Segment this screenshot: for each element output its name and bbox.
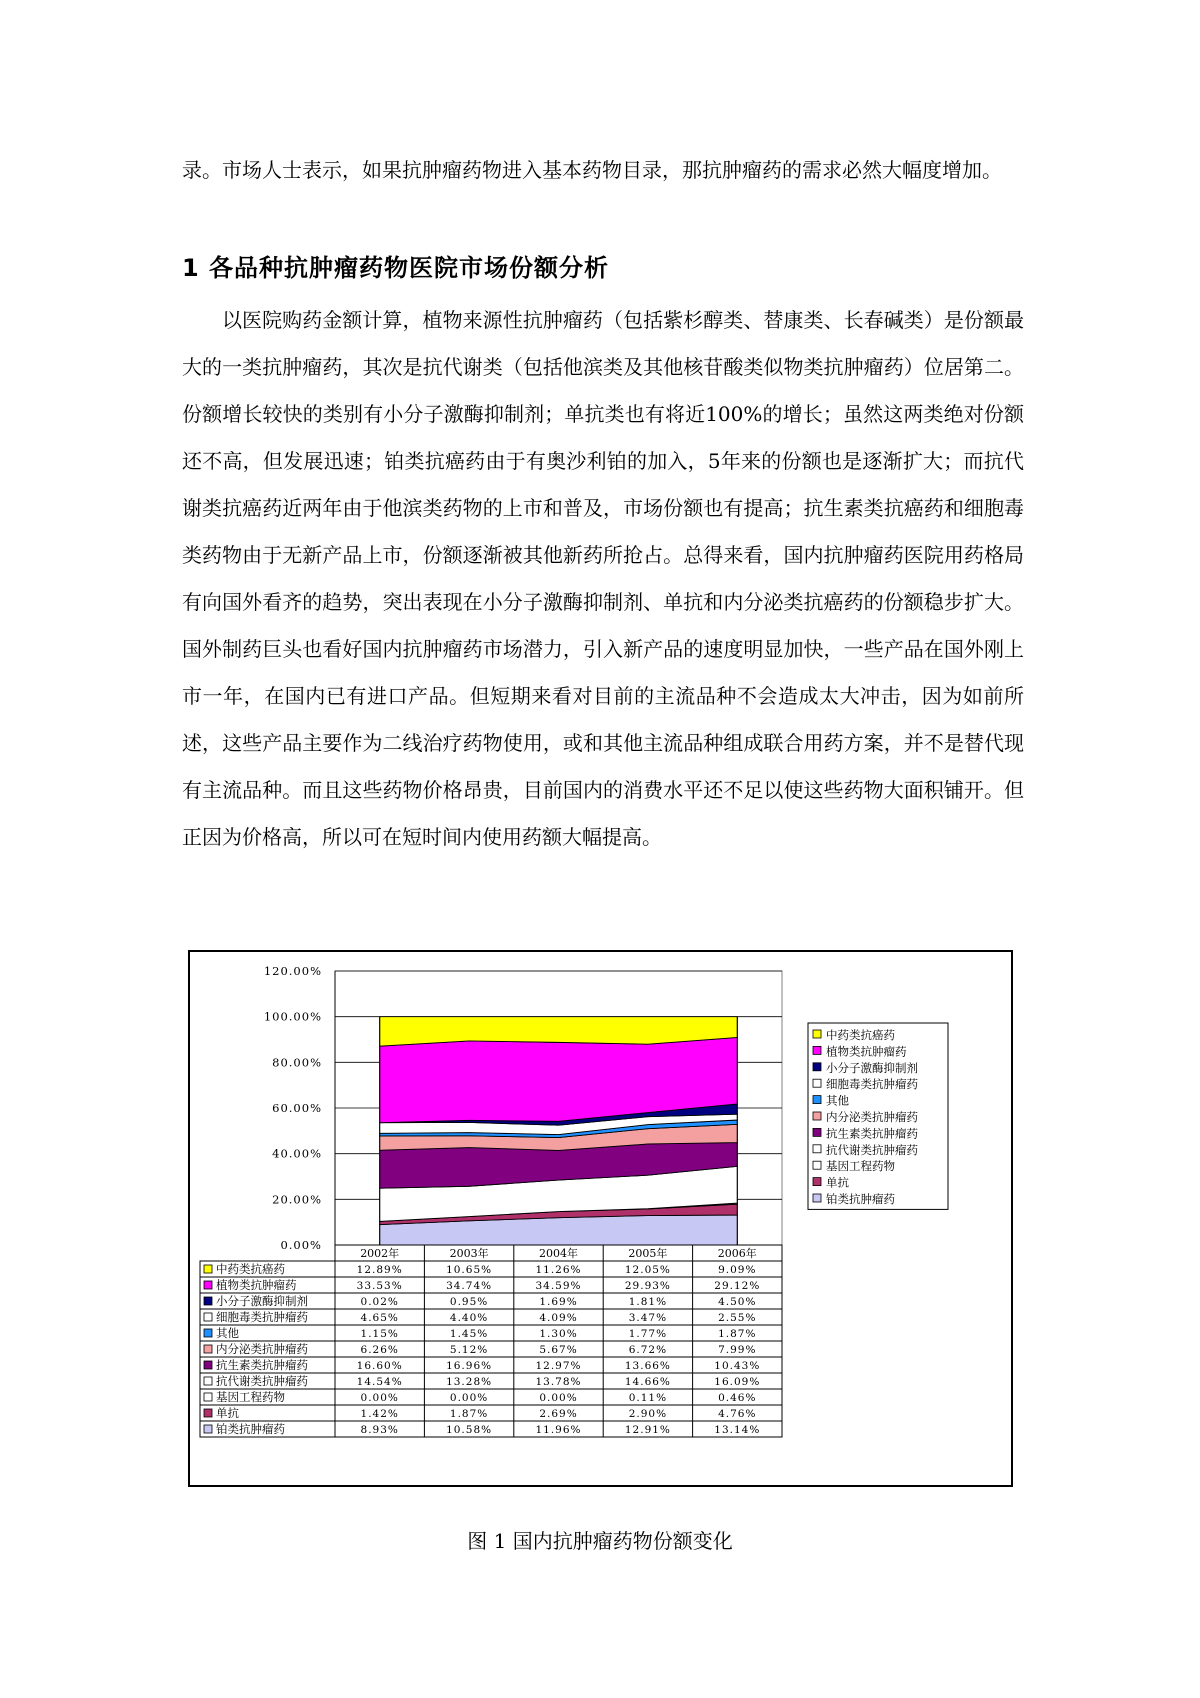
- legend-swatch: [813, 1161, 821, 1169]
- stacked-area-chart: [190, 952, 1011, 1485]
- table-cell-value: 10.58%: [446, 1424, 493, 1436]
- table-row-name: 抗生素类抗肿瘤药: [216, 1358, 308, 1372]
- table-cell-value: 10.43%: [714, 1360, 761, 1372]
- table-cell-value: 34.74%: [446, 1280, 493, 1292]
- table-row-name: 铂类抗肿瘤药: [216, 1422, 285, 1436]
- table-cell-value: 0.02%: [360, 1296, 399, 1308]
- body-paragraph: 以医院购药金额计算，植物来源性抗肿瘤药（包括紫杉醇类、替康类、长春碱类）是份额最大的一类抗肿瘤药，其次是抗代谢类（包括他滨类及其他核苷酸类似物类抗肿瘤药）位居第二。份额增长较快的类别有小分子激酶抑制剂；单抗类也有将近100%的增长；虽然这两类绝对份额还不高，但发展迅速；铂类抗癌药由于有奥沙利铂的加入，5年来的份额也是逐渐扩大；而抗代谢类抗癌药近两年由于他滨类药物的上市和普及，市场份额也有提高；抗生素类抗癌药和细胞毒类药物由于无新产品上市，份额逐渐被其他新药所抢占。总得来看，国内抗肿瘤药医院用药格局有向国外看齐的趋势，突出表现在小分子激酶抑制剂、单抗和内分泌类抗癌药的份额稳步扩大。国外制药巨头也看好国内抗肿瘤药市场潜力，引入新产品的速度明显加快，一些产品在国外刚上市一年，在国内已有进口产品。但短期来看对目前的主流品种不会造成太大冲击，因为如前所述，这些产品主要作为二线治疗药物使用，或和其他主流品种组成联合用药方案，并不是替代现有主流品种。而且这些药物价格昂贵，目前国内的消费水平还不足以使这些药物大面积铺开。但正因为价格高，所以可在短时间内使用药额大幅提高。: [182, 308, 1024, 849]
- table-row-name: 基因工程药物: [216, 1390, 285, 1404]
- table-cell-value: 12.91%: [624, 1424, 671, 1436]
- table-cell-value: 16.60%: [356, 1360, 403, 1372]
- legend-swatch: [813, 1178, 821, 1186]
- legend-swatch: [813, 1194, 821, 1202]
- table-row-swatch: [204, 1297, 212, 1305]
- table-row: [200, 1389, 782, 1405]
- legend-label: 小分子激酶抑制剂: [826, 1060, 918, 1075]
- section-heading: 1 各品种抗肿瘤药物医院市场份额分析: [182, 254, 610, 282]
- table-cell-value: 7.99%: [718, 1344, 757, 1356]
- figure-caption: 图 1 国内抗肿瘤药物份额变化: [467, 1529, 733, 1553]
- x-category-label: 2002年: [360, 1247, 400, 1260]
- table-row-name: 其他: [216, 1326, 239, 1340]
- table-row-swatch: [204, 1265, 212, 1273]
- table-cell-value: 4.40%: [449, 1312, 489, 1324]
- table-cell-value: 1.87%: [718, 1328, 757, 1340]
- table-cell-value: 1.15%: [360, 1328, 399, 1340]
- table-cell-value: 13.28%: [446, 1376, 493, 1388]
- x-category-label: 2004年: [539, 1247, 578, 1260]
- table-row: [200, 1405, 782, 1421]
- table-row-name: 细胞毒类抗肿瘤药: [216, 1310, 308, 1324]
- table-cell-value: 0.00%: [360, 1392, 399, 1404]
- table-row-swatch: [204, 1393, 212, 1401]
- y-tick-label: 60.00%: [272, 1101, 322, 1115]
- table-cell-value: 13.14%: [714, 1424, 761, 1436]
- y-tick-label: 0.00%: [280, 1238, 322, 1252]
- table-cell-value: 29.12%: [714, 1280, 761, 1292]
- table-row-swatch: [204, 1345, 212, 1353]
- legend-label: 抗代谢类抗肿瘤药: [826, 1142, 918, 1157]
- table-cell-value: 14.66%: [624, 1376, 671, 1388]
- legend-label: 基因工程药物: [826, 1159, 895, 1174]
- table-cell-value: 1.45%: [449, 1328, 489, 1340]
- table-cell-value: 29.93%: [624, 1280, 671, 1292]
- table-row: [200, 1325, 782, 1341]
- table-cell-value: 0.46%: [718, 1392, 757, 1404]
- table-cell-value: 0.95%: [449, 1296, 489, 1308]
- legend-swatch: [813, 1112, 821, 1120]
- table-cell-value: 3.47%: [628, 1312, 668, 1324]
- legend-swatch: [813, 1063, 821, 1071]
- area-series-10: [380, 1017, 738, 1046]
- table-cell-value: 13.78%: [535, 1376, 582, 1388]
- legend-label: 单抗: [826, 1175, 849, 1190]
- legend-swatch: [813, 1046, 821, 1054]
- x-category-label: 2006年: [717, 1247, 757, 1260]
- legend-label: 抗生素类抗肿瘤药: [826, 1126, 918, 1141]
- table-cell-value: 0.00%: [449, 1392, 489, 1404]
- table-cell-value: 1.87%: [449, 1408, 489, 1420]
- y-tick-label: 40.00%: [272, 1146, 322, 1161]
- table-cell-value: 0.11%: [628, 1392, 668, 1404]
- legend-label: 细胞毒类抗肿瘤药: [826, 1077, 918, 1092]
- y-tick-label: 120.00%: [263, 964, 322, 978]
- y-tick-label: 20.00%: [272, 1192, 322, 1207]
- y-tick-label: 100.00%: [263, 1009, 322, 1024]
- table-row-swatch: [204, 1425, 212, 1433]
- table-row-swatch: [204, 1361, 212, 1369]
- table-cell-value: 6.72%: [628, 1344, 668, 1356]
- table-cell-value: 12.97%: [535, 1360, 582, 1372]
- legend-swatch: [813, 1145, 821, 1153]
- table-cell-value: 33.53%: [356, 1280, 403, 1292]
- table-cell-value: 14.54%: [356, 1376, 403, 1388]
- table-cell-value: 0.00%: [539, 1392, 578, 1404]
- table-cell-value: 12.89%: [356, 1264, 403, 1276]
- table-cell-value: 1.81%: [628, 1296, 668, 1308]
- legend-label: 铂类抗肿瘤药: [826, 1192, 895, 1206]
- legend-swatch: [813, 1079, 821, 1087]
- table-row-swatch: [204, 1329, 212, 1337]
- legend-label: 内分泌类抗肿瘤药: [826, 1110, 918, 1124]
- legend-label: 中药类抗癌药: [826, 1028, 895, 1042]
- table-cell-value: 1.77%: [628, 1328, 668, 1340]
- table-cell-value: 11.26%: [535, 1264, 582, 1276]
- table-row-name: 单抗: [216, 1406, 239, 1420]
- y-tick-label: 80.00%: [272, 1055, 322, 1070]
- legend-label: 其他: [826, 1093, 849, 1108]
- table-cell-value: 2.55%: [718, 1312, 757, 1324]
- table-row-name: 抗代谢类抗肿瘤药: [216, 1374, 308, 1388]
- table-cell-value: 4.50%: [718, 1296, 757, 1308]
- table-cell-value: 12.05%: [624, 1264, 671, 1276]
- intro-paragraph: 录。市场人士表示，如果抗肿瘤药物进入基本药物目录，那抗肿瘤药的需求必然大幅度增加。: [182, 158, 1002, 182]
- table-row-swatch: [204, 1313, 212, 1321]
- table-cell-value: 8.93%: [360, 1424, 399, 1436]
- table-row-name: 小分子激酶抑制剂: [216, 1294, 308, 1308]
- table-cell-value: 2.69%: [539, 1408, 578, 1420]
- table-cell-value: 16.09%: [714, 1376, 761, 1388]
- table-cell-value: 5.12%: [449, 1344, 489, 1356]
- table-row-name: 内分泌类抗肿瘤药: [216, 1342, 308, 1356]
- table-cell-value: 4.65%: [360, 1312, 399, 1324]
- table-cell-value: 5.67%: [539, 1344, 578, 1356]
- legend-swatch: [813, 1128, 821, 1136]
- table-cell-value: 1.69%: [539, 1296, 578, 1308]
- table-cell-value: 2.90%: [628, 1408, 668, 1420]
- x-category-label: 2003年: [449, 1247, 489, 1260]
- table-cell-value: 4.76%: [718, 1408, 757, 1420]
- table-row-name: 植物类抗肿瘤药: [216, 1278, 297, 1292]
- table-cell-value: 34.59%: [535, 1280, 582, 1292]
- chart-frame: [188, 950, 1013, 1487]
- legend-swatch: [813, 1030, 821, 1038]
- table-cell-value: 9.09%: [718, 1264, 757, 1276]
- table-row-swatch: [204, 1409, 212, 1417]
- table-cell-value: 10.65%: [446, 1264, 493, 1276]
- table-cell-value: 1.30%: [539, 1328, 578, 1340]
- table-cell-value: 13.66%: [624, 1360, 671, 1372]
- table-row-swatch: [204, 1281, 212, 1289]
- x-category-label: 2005年: [628, 1247, 668, 1260]
- legend-label: 植物类抗肿瘤药: [826, 1044, 907, 1059]
- table-row-swatch: [204, 1377, 212, 1385]
- table-cell-value: 6.26%: [360, 1344, 399, 1356]
- legend-swatch: [813, 1096, 821, 1104]
- table-cell-value: 1.42%: [360, 1408, 399, 1420]
- table-cell-value: 11.96%: [535, 1424, 582, 1436]
- table-cell-value: 4.09%: [539, 1312, 578, 1324]
- table-cell-value: 16.96%: [446, 1360, 493, 1372]
- table-row-name: 中药类抗癌药: [216, 1262, 285, 1276]
